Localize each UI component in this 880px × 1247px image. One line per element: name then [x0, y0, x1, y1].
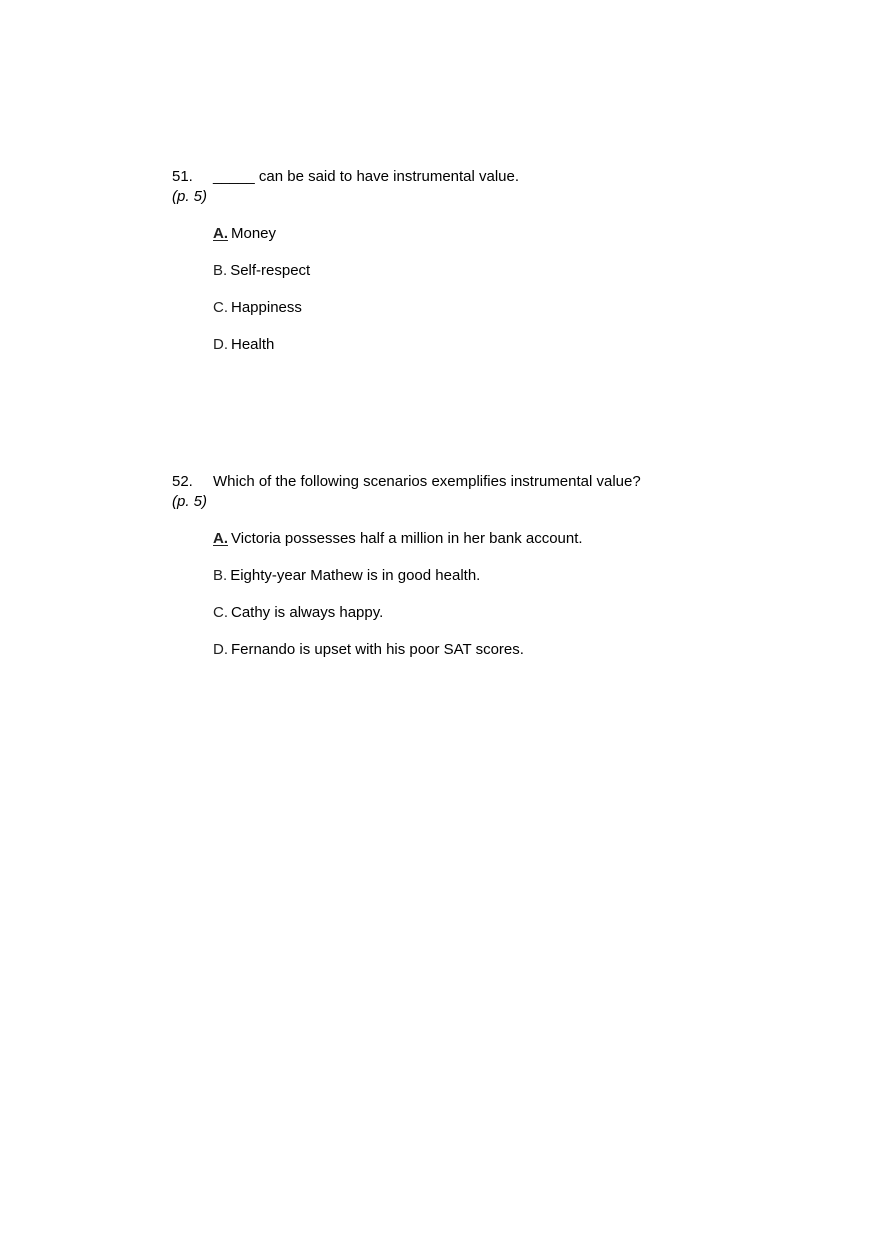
- option-b: [213, 566, 792, 586]
- question-text: Which of the following scenarios exemplifies instrumental value?: [213, 473, 641, 490]
- option-c: [213, 298, 792, 318]
- option-letter: C.: [213, 604, 228, 621]
- option-text: Self-respect: [230, 262, 311, 279]
- option-text: Happiness: [231, 299, 302, 316]
- option-letter: D.: [213, 336, 228, 353]
- question-number: 52.: [172, 473, 193, 490]
- question-51: [172, 167, 792, 372]
- option-letter: B.: [213, 262, 228, 279]
- option-letter: C.: [213, 299, 228, 316]
- option-a: [213, 529, 792, 549]
- option-text: Eighty-year Mathew is in good health.: [230, 567, 481, 584]
- question-number: 51.: [172, 168, 193, 185]
- question-52: [172, 472, 792, 677]
- option-letter: B.: [213, 567, 228, 584]
- option-b: [213, 261, 792, 281]
- option-letter: D.: [213, 641, 228, 658]
- option-letter: A.: [213, 530, 228, 547]
- option-a: [213, 224, 792, 244]
- option-d: [213, 335, 792, 355]
- option-text: Cathy is always happy.: [231, 604, 384, 621]
- question-stem: [172, 472, 792, 492]
- option-text: Money: [231, 225, 277, 242]
- option-c: [213, 603, 792, 623]
- option-letter: A.: [213, 225, 228, 242]
- question-stem: [172, 167, 792, 187]
- option-text: Victoria possesses half a million in her bank account.: [231, 530, 583, 547]
- answer-options: [213, 224, 792, 355]
- answer-options: [213, 529, 792, 660]
- option-text: Health: [231, 336, 275, 353]
- question-text: _____ can be said to have instrumental value.: [213, 168, 520, 185]
- option-text: Fernando is upset with his poor SAT scores.: [231, 641, 524, 658]
- page-reference: (p. 5): [172, 188, 208, 205]
- option-d: [213, 640, 792, 660]
- page-reference: (p. 5): [172, 493, 208, 510]
